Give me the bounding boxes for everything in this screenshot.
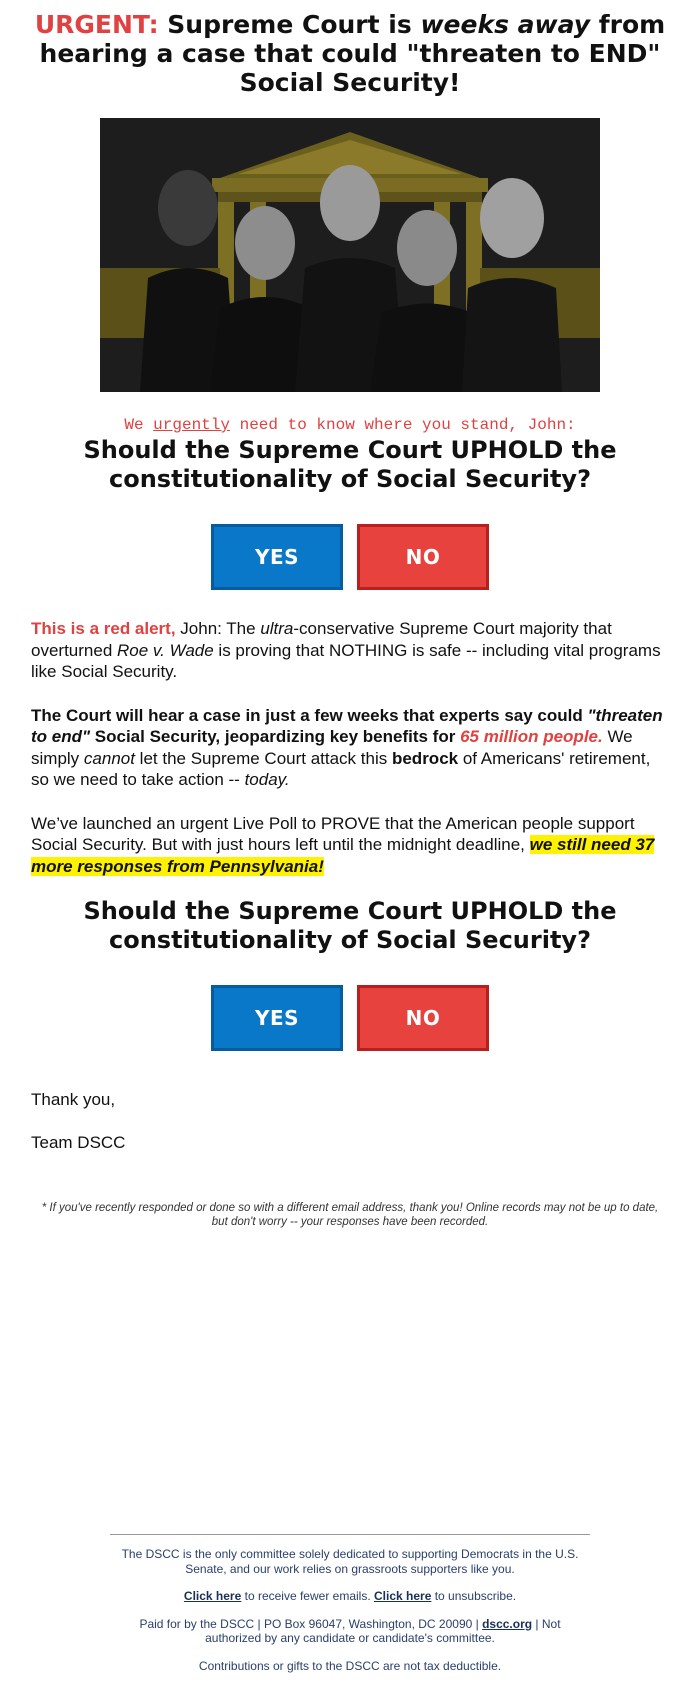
p3-text: We’ve launched an urgent Live Poll to PROVE that the American people support Social Security. But with just hours left until the midnight deadline, <box>31 813 635 854</box>
p3-highlight: we still need 37 more responses from Pennsylvania! <box>31 835 655 876</box>
headline-text-1: Supreme Court is <box>158 10 421 39</box>
yes-button-2[interactable]: YES <box>211 985 343 1051</box>
paragraph-court-case <box>31 705 669 791</box>
footer-notauth-text: | Not authorized by any candidate or candidate's committee. <box>205 1616 561 1645</box>
p1-roe: Roe v. Wade <box>117 640 214 660</box>
p2-bold-2: Social Security, jeopardizing key benefits for <box>90 727 461 746</box>
no-button-2[interactable]: NO <box>357 985 489 1051</box>
headline-urgent: URGENT: <box>34 10 159 39</box>
headline-text-2: from hearing a case that could "threaten to END" Social Security! <box>39 10 666 97</box>
paragraph-live-poll <box>31 813 669 878</box>
ask-prefix: We <box>124 416 154 434</box>
p2-text-2: let the Supreme Court attack this <box>134 748 392 768</box>
p2-bold-1: The Court will hear a case in just a few weeks that experts say could <box>31 705 588 725</box>
headline <box>30 10 670 97</box>
team-signature: Team DSCC <box>31 1133 126 1152</box>
poll-question: Should the Supreme Court UPHOLD the constitutionality of Social Security? <box>83 436 617 493</box>
footer-unsub-text: to unsubscribe. <box>431 1589 517 1603</box>
thanks-line: Thank you, <box>31 1090 116 1109</box>
footer-fewer-text: to receive fewer emails. <box>241 1589 374 1603</box>
footer-unsubscribe <box>110 1589 590 1604</box>
email-body <box>0 10 700 1673</box>
p2-quote: "threaten to end" <box>31 705 663 746</box>
justices-photo[interactable] <box>100 118 600 392</box>
p1-text-3: is proving that NOTHING is safe -- including vital programs like Social Security. <box>31 640 661 681</box>
p2-cannot: cannot <box>83 748 135 768</box>
justices-illustration <box>100 118 600 392</box>
unsubscribe-link[interactable]: Click here <box>374 1589 432 1603</box>
p2-text-3: of Americans' retirement, so we need to take action -- <box>31 748 651 789</box>
red-alert-text: This is a red alert, <box>31 619 176 638</box>
footer-paid-for <box>110 1617 590 1646</box>
ask-suffix: need to know where you stand, John: <box>229 416 576 434</box>
fewer-emails-link[interactable]: Click here <box>183 1589 242 1603</box>
yes-button[interactable]: YES <box>211 524 343 590</box>
paragraph-red-alert <box>31 618 669 683</box>
p2-bedrock: bedrock <box>391 748 459 768</box>
footer-paid-text: Paid for by the DSCC | PO Box 96047, Washington, DC 20090 | <box>139 1616 483 1631</box>
headline-emphasis: weeks away <box>420 10 591 39</box>
ask-underlined: urgently <box>153 416 230 434</box>
no-button[interactable]: NO <box>357 524 489 590</box>
p1-text-2: -conservative Supreme Court majority that overturned <box>31 619 612 660</box>
p2-today: today. <box>244 770 290 789</box>
disclaimer: * If you've recently responded or done so with a different email address, thank you! Online records may not be up to date, but don't worry -- your responses have been recorded. <box>41 1202 659 1228</box>
poll-question-2: Should the Supreme Court UPHOLD the constitutionality of Social Security? <box>83 897 617 954</box>
footer <box>110 1534 590 1686</box>
ask-line <box>0 416 700 434</box>
p2-millions: 65 million people. <box>460 727 603 746</box>
message-body <box>31 618 669 877</box>
poll-buttons-2 <box>0 985 700 1051</box>
p2-text-1: We simply <box>31 727 633 768</box>
poll-buttons <box>0 524 700 590</box>
signoff <box>31 1089 669 1153</box>
p1-ultra: ultra <box>260 619 294 638</box>
dscc-site-link[interactable]: dscc.org <box>482 1616 533 1631</box>
footer-contributions: Contributions or gifts to the DSCC are not tax deductible. <box>198 1658 502 1673</box>
footer-about: The DSCC is the only committee solely dedicated to supporting Democrats in the U.S. Senate, and our work relies on grassroots supporters like you. <box>121 1547 579 1576</box>
p1-text-1: John: The <box>175 619 261 638</box>
